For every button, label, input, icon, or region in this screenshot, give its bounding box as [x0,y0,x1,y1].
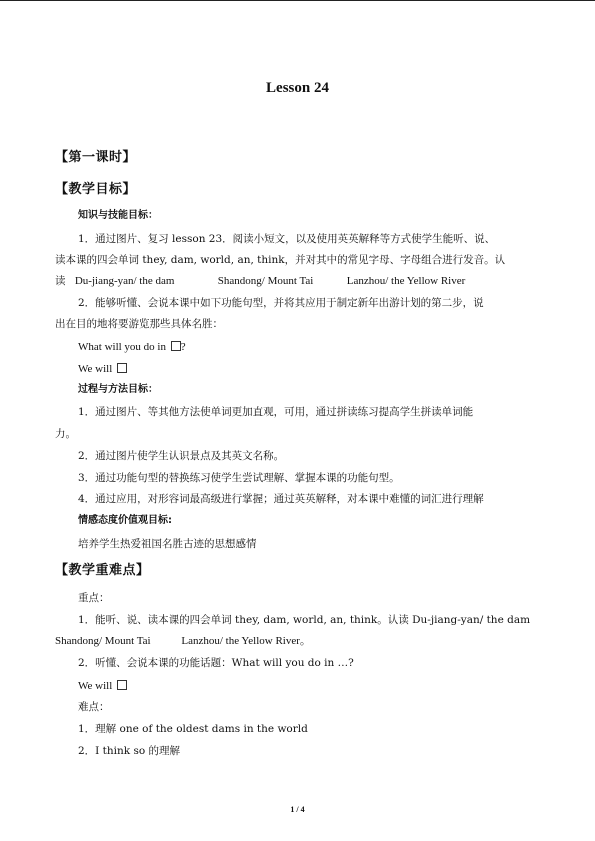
lesson-title: Lesson 24 [266,80,329,96]
emotion-heading: 情感态度价值观目标: [78,515,172,526]
sentence-we-will [78,362,127,376]
sentence-question-mark: ? [180,341,186,353]
i1-line2 [55,634,311,648]
blank-box [171,341,181,351]
process-heading: 过程与方法目标： [78,384,158,395]
kp-we-will-text: We will [78,680,113,692]
sentence-we-will-text: We will [78,363,113,375]
place-dujiangyan: Du-jiang-yan/ the dam [74,275,175,287]
k2-line1: 2．能够听懂、会说本课中如下功能句型，并将其应用于制定新年出游计划的第二步，说 [78,297,484,309]
k1-line3 [55,274,465,288]
k1-read-prefix: 读 [55,275,66,287]
p1-line1: 1．通过图片、等其他方法使单词更加直观，可用，通过拼读练习提高学生拼读单词能 [78,406,474,418]
knowledge-heading: 知识与技能目标： [78,210,158,221]
d2-line: 2．I think so 的理解 [78,745,181,757]
emotion-text: 培养学生热爱祖国名胜古迹的思想感情 [78,538,257,550]
place-lanzhou: Lanzhou/ the Yellow River [346,275,466,287]
k1-line1: 1．通过图片、复习 lesson 23．阅读小短文，以及使用英英解释等方式使学生能听、说、 [78,233,496,245]
p3-line: 3．通过功能句型的替换练习使学生尝试理解、掌握本课的功能句型。 [78,472,400,484]
kp-we-will [78,679,127,693]
sentence-what-will-text: What will you do in [78,341,166,353]
section-objectives: 【教学目标】 [55,182,137,197]
page-number: 1 / 4 [290,805,305,814]
sentence-what-will [78,340,186,354]
blank-box [117,363,127,373]
p4-line: 4．通过应用，对形容词最高级进行掌握；通过英英解释，对本课中难懂的词汇进行理解 [78,493,484,505]
difficult-label: 难点： [78,701,110,713]
kp-place-lanzhou: Lanzhou/ the Yellow River。 [181,635,311,647]
p1-line2: 力。 [55,428,76,440]
k1-line2: 读本课的四会单词 they, dam, world, an, think，并对其中的常见字母、字母组合进行发音。认 [55,254,506,266]
important-label: 重点： [78,592,110,604]
k2-line2: 出在目的地将要游览那些具体名胜： [55,318,223,330]
section-key-points: 【教学重难点】 [55,563,150,578]
d1-line: 1．理解 one of the oldest dams in the world [78,723,308,735]
p2-line: 2．通过图片使学生认识景点及其英文名称。 [78,450,285,462]
i1-line1: 1．能听、说、读本课的四会单词 they, dam, world, an, think。认读 Du-jiang-yan/ the dam [78,614,531,626]
i2-line: 2．听懂、会说本课的功能话题：What will you do in …? [78,657,354,669]
kp-place-shandong: Shandong/ Mount Tai [55,635,151,647]
blank-box [117,680,127,690]
place-shandong: Shandong/ Mount Tai [217,275,314,287]
section-period: 【第一课时】 [55,150,137,165]
